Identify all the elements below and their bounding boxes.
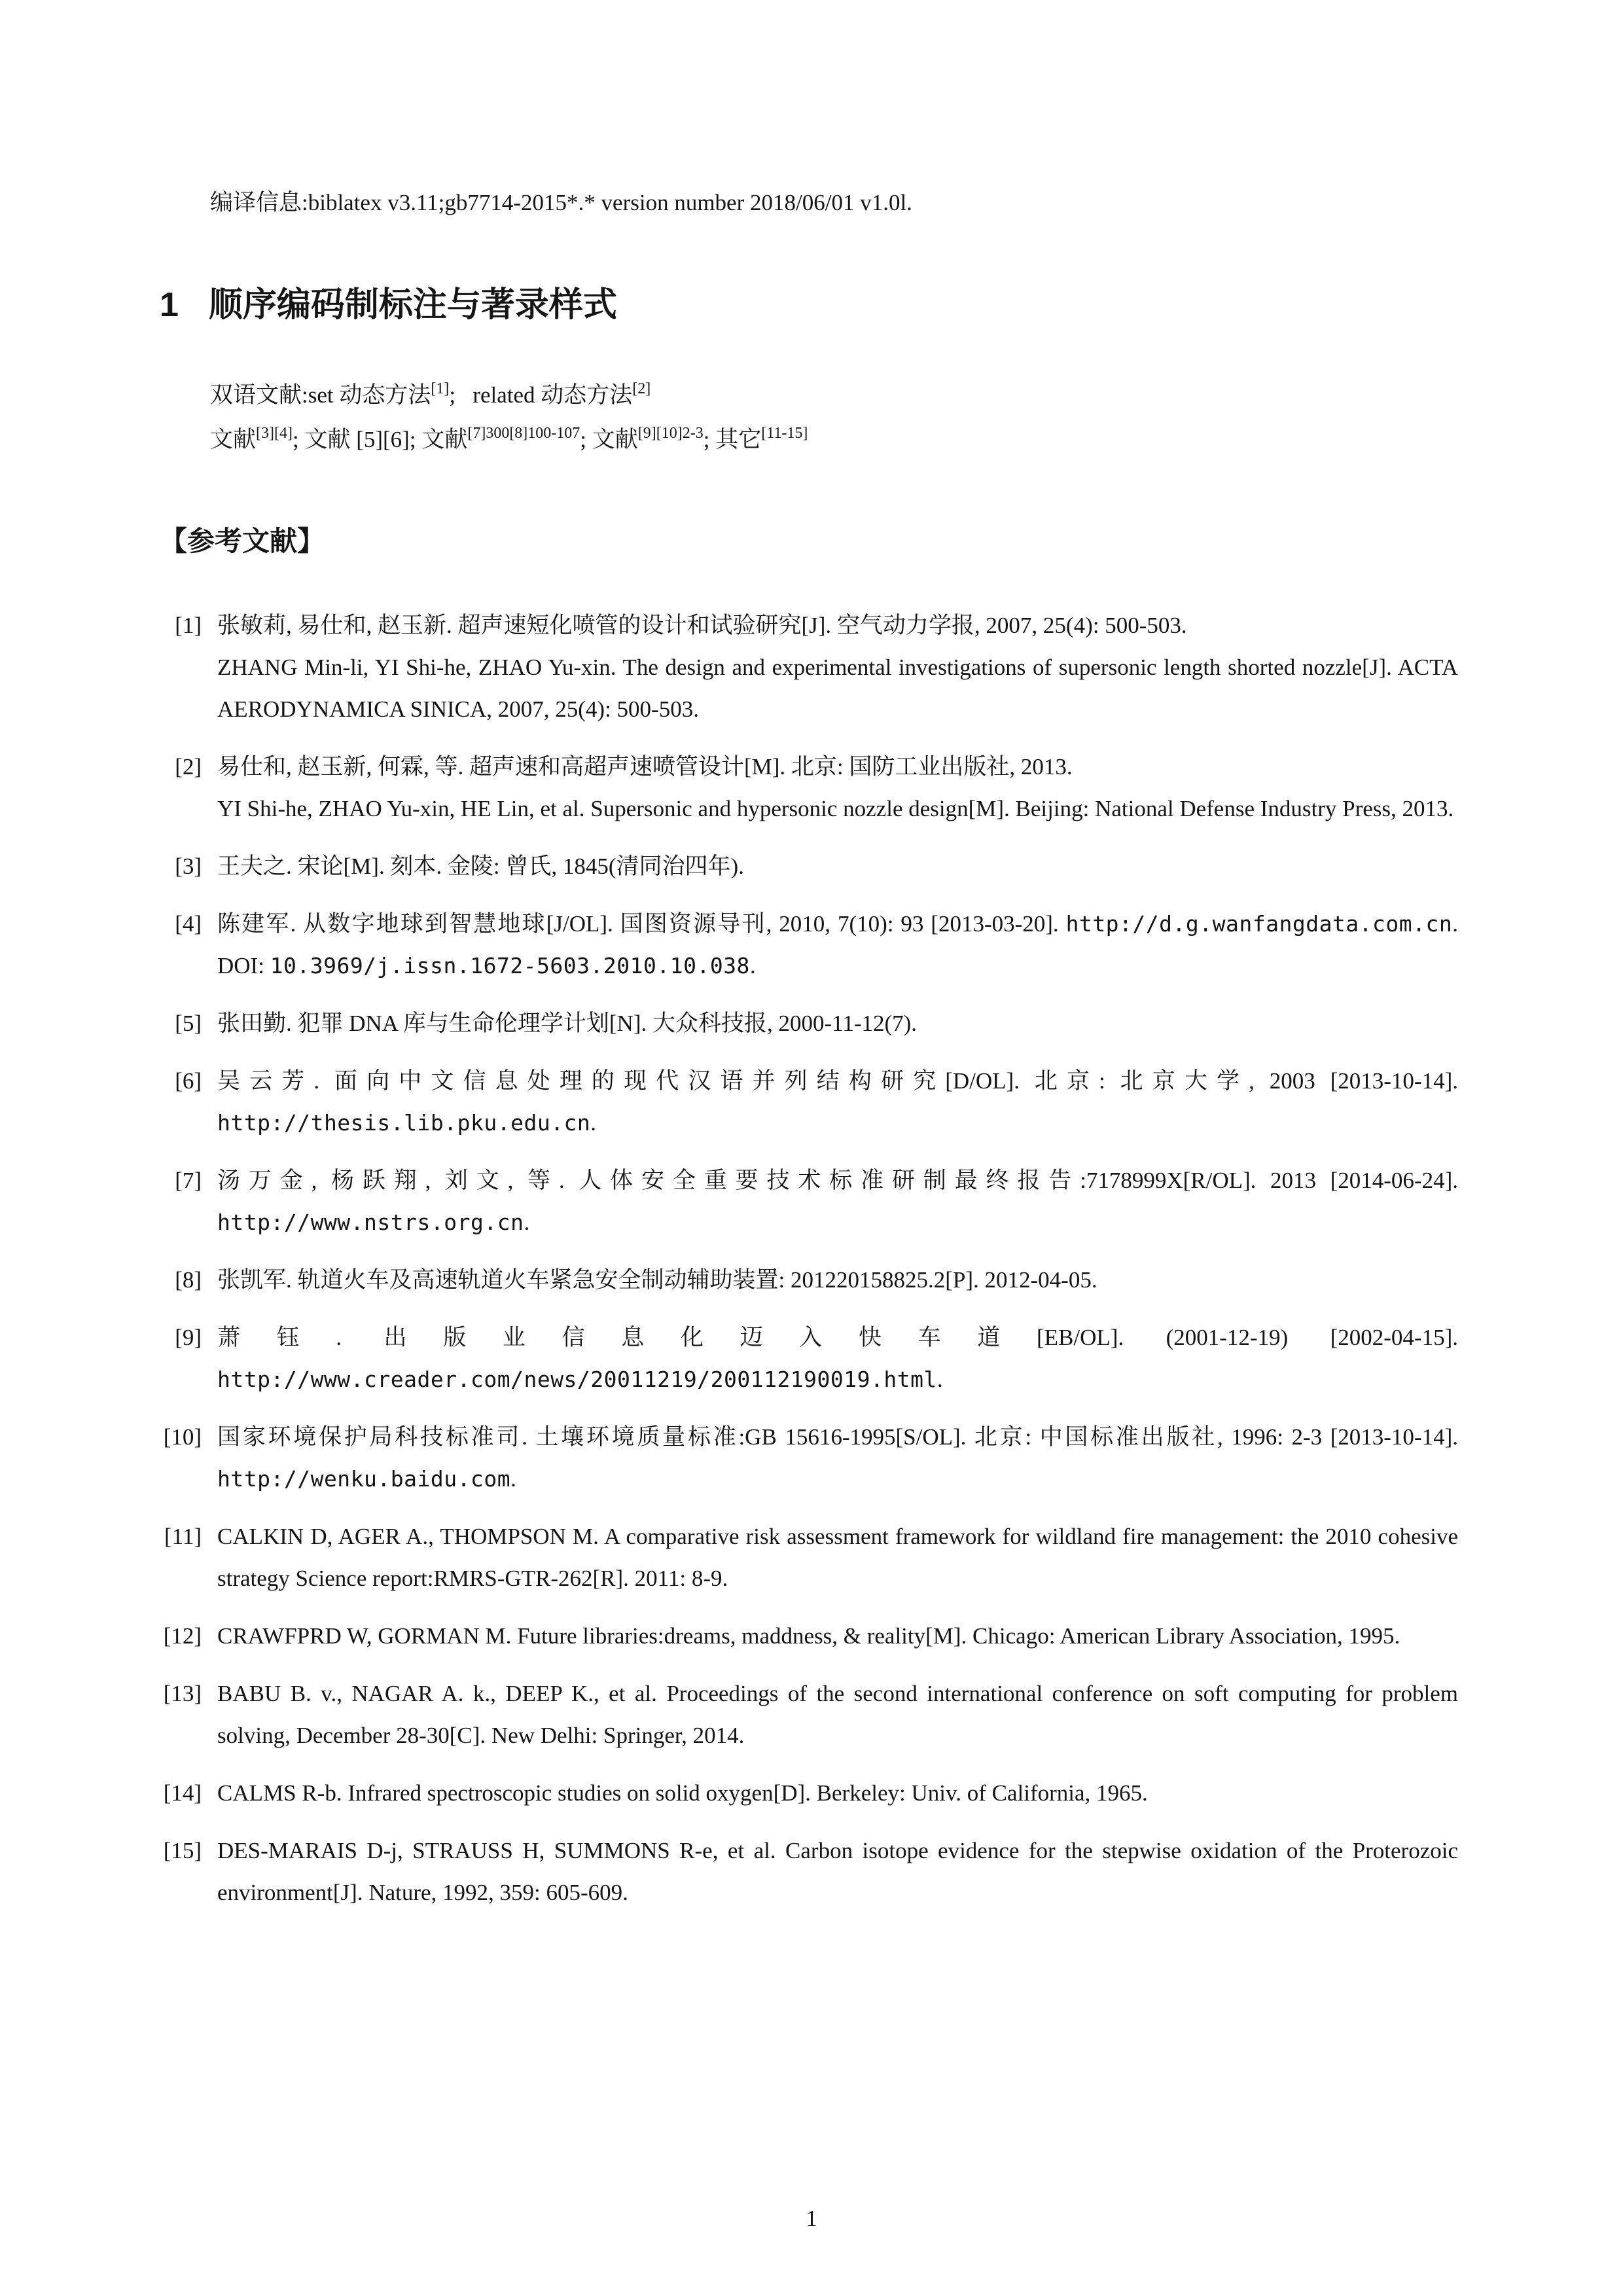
reference-text (217, 1160, 1458, 1244)
citation-text: 文献 (210, 427, 257, 452)
reference-segment: 张敏莉, 易仕和, 赵玉新. 超声速短化喷管的设计和试验研究[J]. 空气动力学报, 2007, 25(4): 500-503. (217, 613, 1187, 638)
reference-label: [8] (175, 1267, 202, 1293)
reference-label: [1] (175, 613, 202, 638)
reference-label: [7] (175, 1168, 202, 1193)
reference-text (217, 1060, 1458, 1144)
page-number: 1 (806, 2206, 817, 2231)
reference-segment: CALKIN D, AGER A., THOMPSON M. A comparative risk assessment framework for wildland fire management: the 2010 cohesive strategy Science report:RMRS-GTR-262[R]. 2011: 8-9. (217, 1524, 1458, 1591)
reference-segment: . DOI: (217, 911, 1458, 978)
citation-superscript[interactable]: [2] (632, 380, 651, 397)
reference-label: [9] (175, 1325, 202, 1350)
reference-text (217, 1259, 1458, 1301)
citation-superscript[interactable]: [9][10]2-3 (637, 425, 704, 442)
reference-label: [10] (163, 1424, 202, 1450)
reference-segment: CALMS R-b. Infrared spectroscopic studies on solid oxygen[D]. Berkeley: Univ. of California, 1965. (217, 1780, 1148, 1806)
citation-text: [5][6] (356, 427, 410, 452)
citation-text: 双语文献:set 动态方法 (210, 382, 431, 408)
section-number: 1 (160, 286, 179, 324)
reference-text (217, 1516, 1458, 1600)
reference-text (217, 746, 1458, 830)
reference-text (217, 1830, 1458, 1914)
url-link[interactable]: http://thesis.lib.pku.edu.cn (217, 1110, 591, 1136)
reference-segment: BABU B. v., NAGAR A. k., DEEP K., et al. Proceedings of the second international conference on soft computing for problem solving, December 28-30[C]. New Delhi: Springer, 2014. (217, 1681, 1458, 1748)
reference-text (217, 605, 1458, 730)
citation-superscript[interactable]: [11-15] (761, 425, 808, 442)
reference-label: [15] (163, 1838, 202, 1863)
reference-text (217, 1003, 1458, 1045)
reference-segment: 张凯军. 轨道火车及高速轨道火车紧急安全制动辅助装置: 201220158825.2[P]. 2012-04-05. (217, 1267, 1097, 1293)
url-link[interactable]: http://wenku.baidu.com (217, 1466, 511, 1492)
reference-segment: YI Shi-he, ZHAO Yu-xin, HE Lin, et al. Supersonic and hypersonic nozzle design[M]. Beijing: National Defense Industry Press, 2013. (217, 796, 1454, 821)
citation-superscript[interactable]: [3][4] (256, 425, 293, 442)
reference-text (217, 1416, 1458, 1500)
reference-item (160, 1160, 1458, 1244)
reference-segment: CRAWFPRD W, GORMAN M. Future libraries:dreams, maddness, & reality[M]. Chicago: American Library Association, 1995. (217, 1623, 1400, 1649)
reference-item (160, 1003, 1458, 1045)
reference-item (160, 1615, 1458, 1657)
url-link[interactable]: 10.3969/j.issn.1672-5603.2010.10.038 (270, 953, 750, 978)
reference-segment: . (936, 1367, 943, 1392)
reference-label: [13] (163, 1681, 202, 1706)
reference-segment: DES-MARAIS D-j, STRAUSS H, SUMMONS R-e, et al. Carbon isotope evidence for the stepwise oxidation of the Proterozoic environment[J]. Nature, 1992, 359: 605-609. (217, 1838, 1458, 1905)
reference-segment: 吴云芳. 面向中文信息处理的现代汉语并列结构研究[D/OL]. 北京: 北京大学, 2003 [2013-10-14]. (217, 1068, 1458, 1094)
reference-label: [6] (175, 1068, 202, 1094)
reference-segment: . (524, 1210, 530, 1235)
reference-item (160, 846, 1458, 888)
reference-label: [12] (163, 1623, 202, 1649)
reference-list (160, 605, 1458, 1914)
reference-label: [11] (164, 1524, 202, 1549)
reference-segment: ZHANG Min-li, YI Shi-he, ZHAO Yu-xin. The design and experimental investigations of supersonic length shorted nozzle[J]. ACTA AERODYNAMICA SINICA, 2007, 25(4): 500-503. (217, 655, 1458, 722)
reference-text (217, 1317, 1458, 1401)
reference-segment: 汤万金, 杨跃翔, 刘文, 等. 人体安全重要技术标准研制最终报告:7178999X[R/OL]. 2013 [2014-06-24]. (217, 1168, 1458, 1193)
citation-line-2 (210, 418, 1458, 462)
reference-label: [14] (163, 1780, 202, 1806)
url-link[interactable]: http://d.g.wanfangdata.com.cn (1065, 911, 1453, 937)
citation-superscript[interactable]: [7]300[8]100-107 (467, 425, 580, 442)
section-title: 顺序编码制标注与著录样式 (208, 286, 617, 324)
reference-segment: 萧钰. 出版业信息化迈入快车道[EB/OL]. (2001-12-19) [2002-04-15]. (217, 1325, 1458, 1350)
reference-item (160, 1416, 1458, 1500)
citation-text: ; 文献 (292, 427, 357, 452)
reference-item (160, 903, 1458, 987)
reference-segment: 国家环境保护局科技标准司. 土壤环境质量标准:GB 15616-1995[S/OL]. 北京: 中国标准出版社, 1996: 2-3 [2013-10-14]. (217, 1424, 1458, 1450)
reference-text (217, 903, 1458, 987)
reference-item (160, 605, 1458, 730)
reference-item (160, 746, 1458, 830)
reference-text (217, 1615, 1458, 1657)
reference-label: [4] (175, 911, 202, 937)
reference-segment: . (749, 953, 756, 978)
reference-text (217, 1772, 1458, 1814)
citation-line-1 (210, 373, 1458, 418)
reference-item (160, 1673, 1458, 1757)
citation-text: ; related 动态方法 (449, 382, 633, 408)
compile-info: 编译信息:biblatex v3.11;gb7714-2015*.* version number 2018/06/01 v1.0l. (210, 190, 912, 215)
reference-segment: 张田勤. 犯罪 DNA 库与生命伦理学计划[N]. 大众科技报, 2000-11-12(7). (217, 1011, 918, 1036)
reference-label: [5] (175, 1011, 202, 1036)
reference-segment: . (510, 1466, 516, 1492)
url-link[interactable]: http://www.nstrs.org.cn (217, 1210, 524, 1235)
reference-item (160, 1772, 1458, 1814)
citation-text: ; 其它 (703, 427, 762, 452)
citation-block (160, 373, 1458, 462)
reference-text (217, 846, 1458, 888)
reference-item (160, 1060, 1458, 1144)
reference-text (217, 1673, 1458, 1757)
section-heading (160, 284, 1458, 326)
citation-text: ; 文献 (409, 427, 468, 452)
reference-item (160, 1830, 1458, 1914)
bibliography-heading: 【参考文献】 (160, 526, 325, 556)
reference-segment: 易仕和, 赵玉新, 何霖, 等. 超声速和高超声速喷管设计[M]. 北京: 国防工业出版社, 2013. (217, 754, 1073, 780)
reference-segment: . (590, 1110, 597, 1136)
reference-label: [3] (175, 853, 202, 879)
reference-label: [2] (175, 754, 202, 780)
reference-item (160, 1259, 1458, 1301)
reference-item (160, 1317, 1458, 1401)
reference-item (160, 1516, 1458, 1600)
reference-segment: 王夫之. 宋论[M]. 刻本. 金陵: 曾氏, 1845(清同治四年). (217, 853, 744, 879)
url-link[interactable]: http://www.creader.com/news/20011219/200112190019.html (217, 1367, 937, 1392)
citation-superscript[interactable]: [1] (431, 380, 450, 397)
citation-text: ; 文献 (580, 427, 638, 452)
reference-segment: 陈建军. 从数字地球到智慧地球[J/OL]. 国图资源导刊, 2010, 7(10): 93 [2013-03-20]. (217, 911, 1066, 937)
